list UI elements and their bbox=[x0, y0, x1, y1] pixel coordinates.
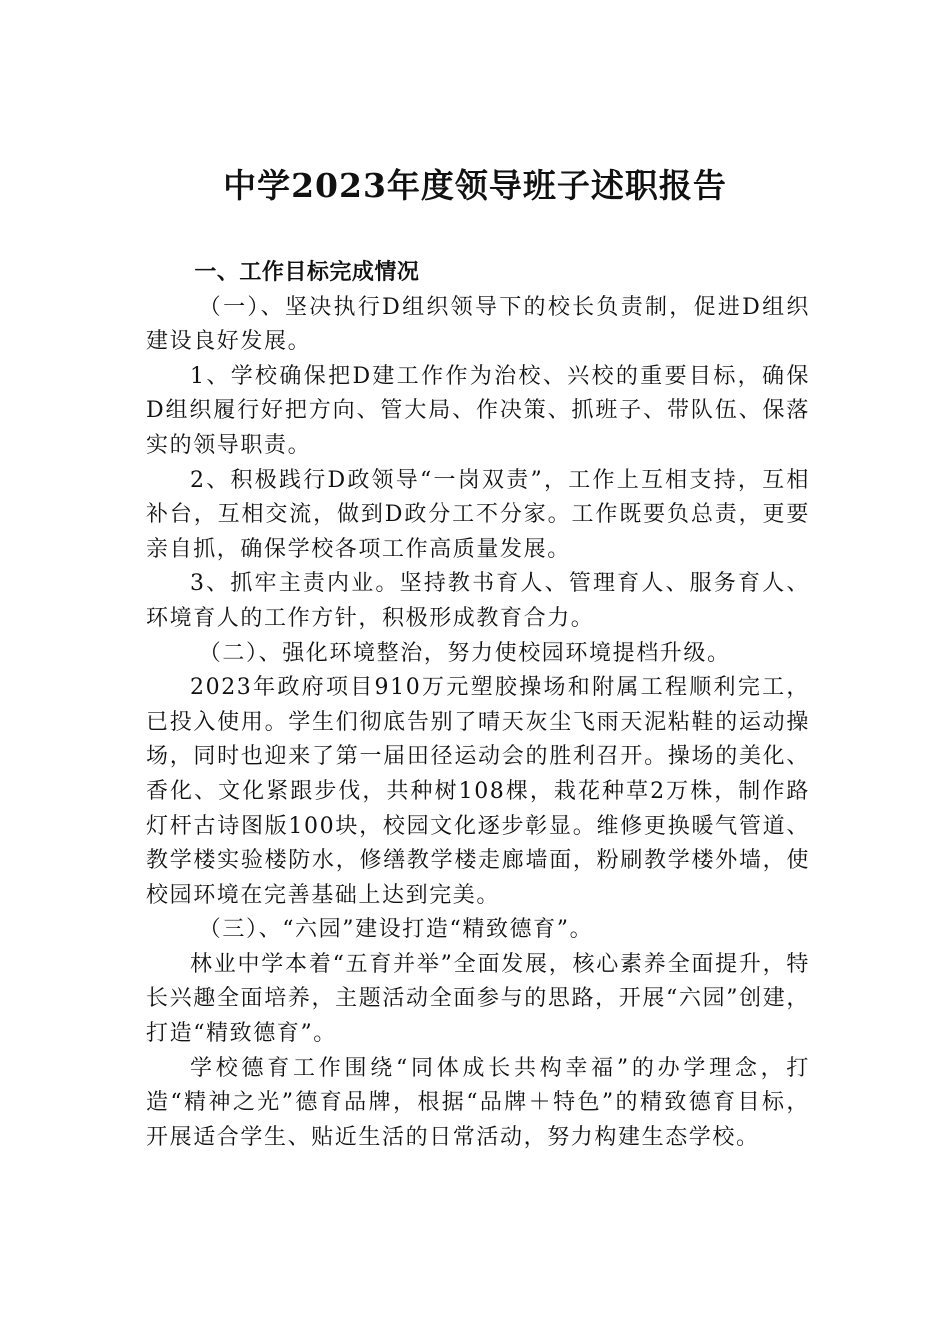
document-title: 中学2023年度领导班子述职报告 bbox=[223, 166, 727, 205]
paragraph: 学校德育工作围绕“同体成长共构幸福”的办学理念，打造“精神之光”德育品牌，根据“品牌＋特色”的精致德育目标，开展适合学生、贴近生活的日常活动，努力构建生态学校。 bbox=[146, 1055, 810, 1150]
section-heading-1: 一、工作目标完成情况 bbox=[194, 260, 420, 285]
subsection-heading-1: （一）、坚决执行D组织领导下的校长负责制，促进D组织建设良好发展。 bbox=[146, 294, 810, 355]
paragraph: 1、学校确保把D建工作作为治校、兴校的重要目标，确保D组织履行好把方向、管大局、作决策、抓班子、带队伍、保落实的领导职责。 bbox=[146, 363, 810, 458]
paragraph: 2023年政府项目910万元塑胶操场和附属工程顺利完工，已投入使用。学生们彻底告别了晴天灰尘飞雨天泥粘鞋的运动操场，同时也迎来了第一届田径运动会的胜利召开。操场的美化、香化、文化紧跟步伐，共种树108棵，栽花种草2万株，制作路灯杆古诗图版100块，校园文化逐步彰显。维修更换暖气管道、教学楼实验楼防水，修缮教学楼走廊墙面，粉刷教学楼外墙，使校园环境在完善基础上达到完美。 bbox=[146, 675, 810, 908]
subsection-heading-2: （二）、强化环境整治，努力使校园环境提档升级。 bbox=[198, 640, 731, 666]
paragraph: 2、积极践行D政领导“一岗双责”，工作上互相支持，互相补台，互相交流，做到D政分工不分家。工作既要负总责，更要亲自抓，确保学校各项工作高质量发展。 bbox=[146, 467, 810, 562]
paragraph: 3、抓牢主责内业。坚持教书育人、管理育人、服务育人、环境育人的工作方针，积极形成教育合力。 bbox=[146, 571, 810, 631]
subsection-heading-3: （三）、“六园”建设打造“精致德育”。 bbox=[198, 917, 594, 943]
document-body bbox=[146, 256, 810, 1155]
paragraph: 林业中学本着“五育并举”全面发展，核心素养全面提升，特长兴趣全面培养，主题活动全面参与的思路，开展“六园”创建，打造“精致德育”。 bbox=[146, 951, 810, 1047]
